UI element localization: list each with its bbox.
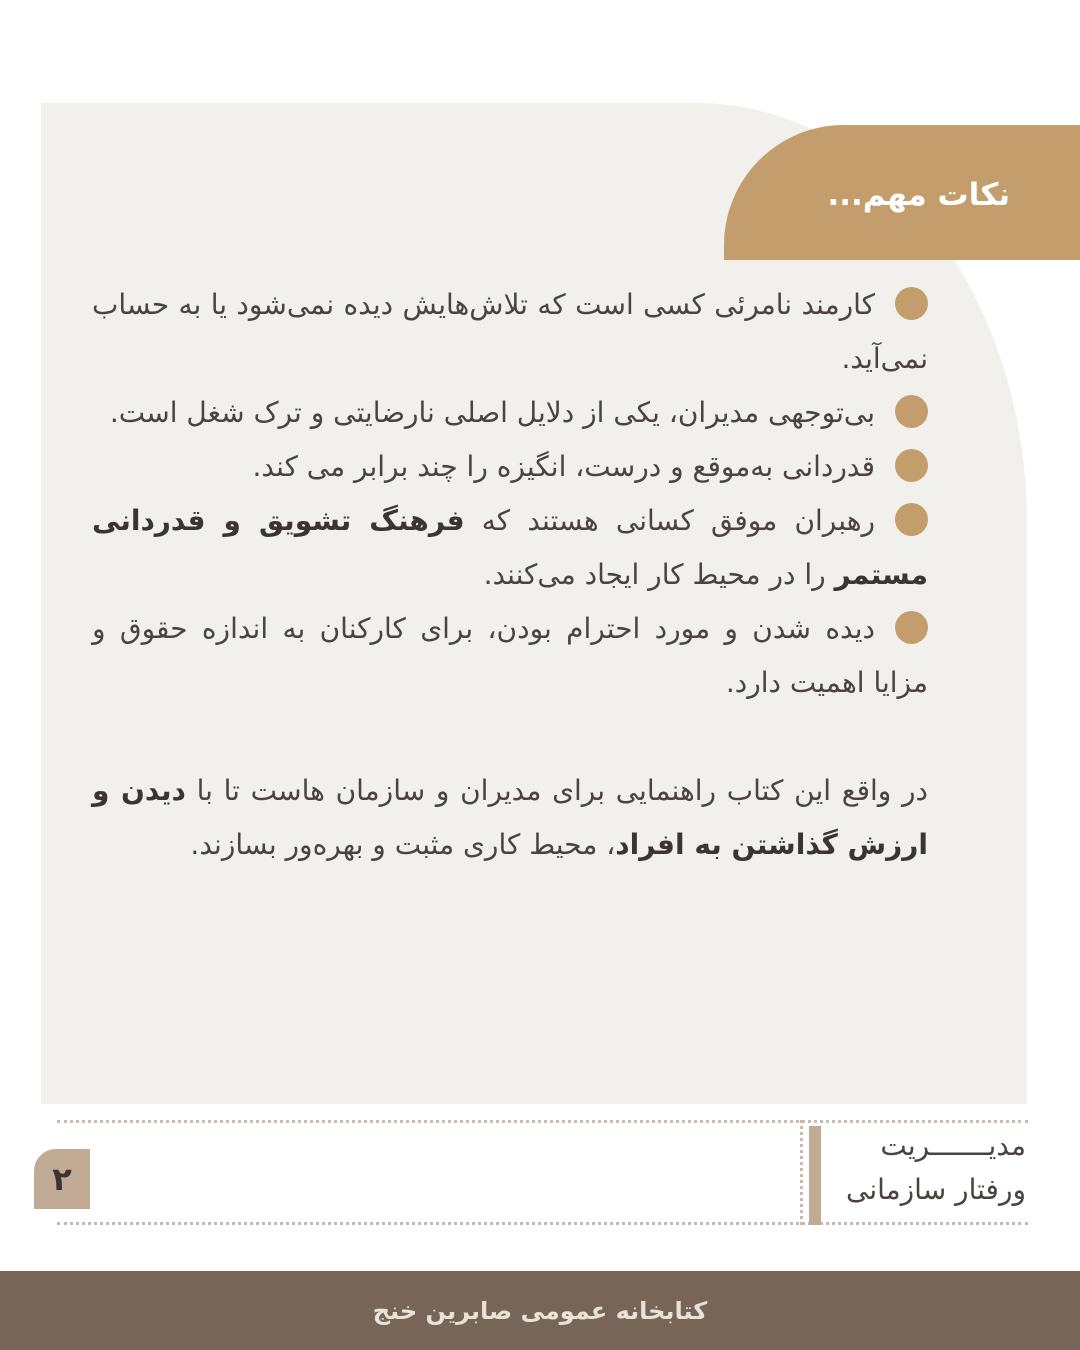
bullet-dot-icon	[895, 395, 928, 428]
footer-divider	[800, 1120, 804, 1225]
bullet-item	[92, 440, 928, 494]
bullet-bold-text: فرهنگ تشویق و قدردانی مستمر	[92, 504, 928, 591]
bullet-text: قدردانی به‌موقع و درست، انگیزه را چند برابر می کند.	[252, 450, 875, 483]
bullet-text: دیده شدن و مورد احترام بودن، برای کارکنان به اندازه حقوق و مزایا اهمیت دارد.	[92, 612, 928, 699]
bullet-item	[92, 602, 928, 710]
content-body	[92, 278, 928, 872]
header-title: نکات مهم...	[827, 177, 1010, 213]
bullet-text: بی‌توجهی مدیران، یکی از دلایل اصلی نارضایتی و ترک شغل است.	[109, 396, 875, 429]
subject-line: ورفتار سازمانی	[845, 1173, 1026, 1206]
bullet-text: کارمند نامرئی کسی است که تلاش‌هایش دیده نمی‌شود یا به حساب نمی‌آید.	[92, 288, 928, 375]
header-tab	[724, 125, 1080, 260]
bullet-dot-icon	[895, 503, 928, 536]
bullet-item	[92, 386, 928, 440]
bullet-item	[92, 494, 928, 602]
page-number: ۲	[34, 1149, 90, 1209]
paragraph-text: ، محیط کاری مثبت و بهره‌ور بسازند.	[190, 828, 616, 861]
bullet-dot-icon	[895, 611, 928, 644]
bullet-text: رهبران موفق کسانی هستند که	[464, 504, 875, 537]
bullet-item	[92, 278, 928, 386]
bullet-dot-icon	[895, 287, 928, 320]
library-name: کتابخانه عمومی صابرین خنج	[372, 1296, 708, 1325]
footer-accent-bar	[809, 1126, 821, 1225]
bullet-text: را در محیط کار ایجاد می‌کنند.	[483, 558, 835, 591]
bullet-dot-icon	[895, 449, 928, 482]
paragraph-bold-text: دیدن و ارزش گذاشتن به افراد	[92, 774, 928, 861]
book-subject	[826, 1124, 1026, 1212]
bottom-bar	[0, 1271, 1080, 1350]
summary-paragraph	[92, 764, 928, 872]
subject-line: مدیـــــــریت	[880, 1129, 1026, 1162]
paragraph-text: در واقع این کتاب راهنمایی برای مدیران و سازمان هاست تا با	[185, 774, 928, 807]
